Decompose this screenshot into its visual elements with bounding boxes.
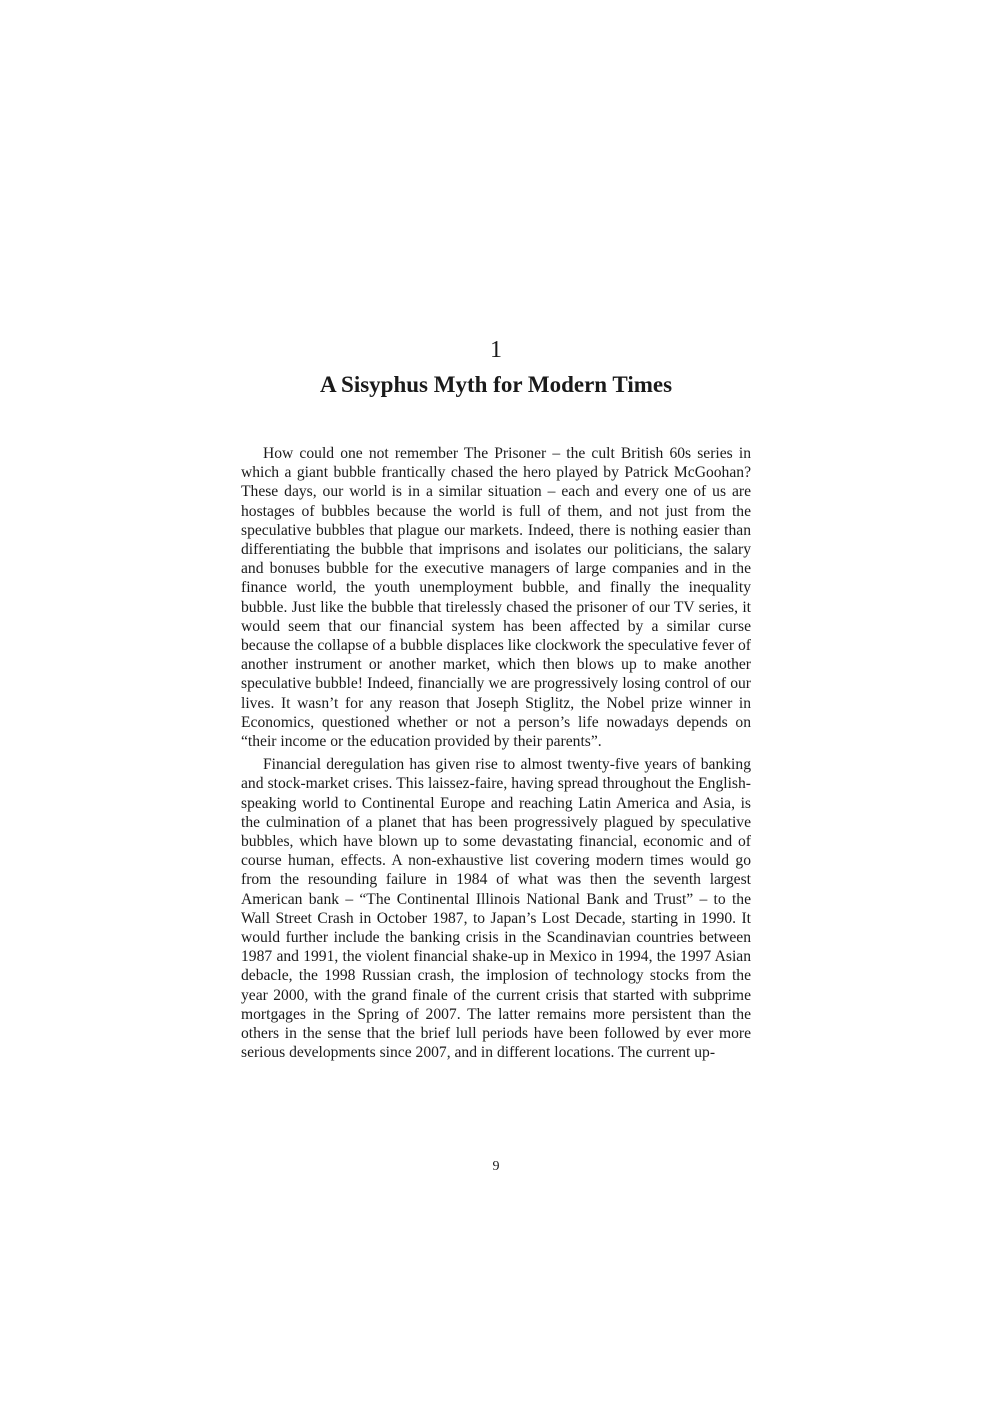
chapter-title: A Sisyphus Myth for Modern Times: [319, 372, 673, 397]
page-number: 9: [492, 1159, 500, 1174]
paragraph: Financial deregulation has given rise to almost twenty-five years of banking and stock-market crises. This laissez-faire, having spread throughout the English-speaking world to Continental Europe and reaching Latin America and Asia, is the culmination of a planet that has been progressively plagued by speculative bubbles, which have blown up to some devastating financial, economic and of course human, effects. A non-exhaustive list covering modern times would go from the resounding failure in 1984 of what was then the seventh largest American bank – “The Continental Illinois National Bank and Trust” – to the Wall Street Crash in October 1987, to Japan’s Lost Decade, starting in 1990. It would further include the banking crisis in the Scandinavian countries between 1987 and 1991, the violent financial shake-up in Mexico in 1994, the 1997 Asian debacle, the 1998 Russian crash, the implosion of technology stocks from the year 2000, with the grand finale of the current crisis that started with subprime mortgages in the Spring of 2007. The latter remains more persistent than the others in the sense that the brief lull periods have been followed by ever more serious developments since 2007, and in different locations. The current up-: [241, 756, 751, 1062]
body-text: [241, 444, 751, 1067]
chapter-number: 1: [490, 337, 502, 363]
paragraph: How could one not remember The Prisoner – the cult British 60s series in which a giant bubble frantically chased the hero played by Patrick McGoohan? These days, our world is in a similar situation – each and every one of us are hostages of bubbles because the world is full of them, and not just from the speculative bubbles that plague our markets. Indeed, there is nothing easier than differentiating the bubble that imprisons and isolates our politicians, the salary and bonuses bubble for the executive managers of large companies and in the finance world, the youth unemployment bubble, and finally the inequality bubble. Just like the bubble that tirelessly chased the prisoner of our TV series, it would seem that our financial system has been affected by a similar curse because the collapse of a bubble displaces like clockwork the speculative fever of another instrument or another market, which then blows up to make another speculative bubble! Indeed, financially we are progressively losing control of our lives. It wasn’t for any reason that Joseph Stiglitz, the Nobel prize winner in Economics, questioned whether or not a person’s life nowadays depends on “their income or the education provided by their parents”.: [241, 445, 751, 751]
